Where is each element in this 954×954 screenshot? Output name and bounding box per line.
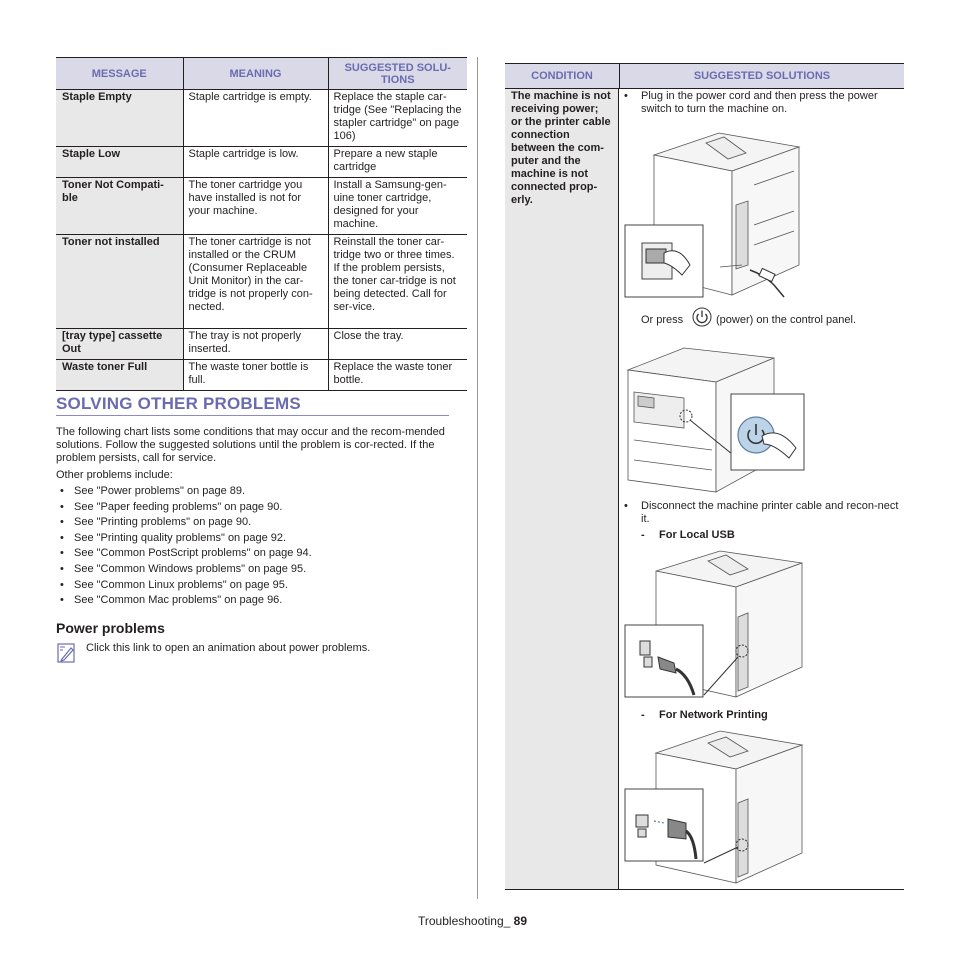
header-condition: CONDITION bbox=[531, 70, 593, 82]
row-solution: Replace the waste toner bottle. bbox=[328, 360, 467, 391]
table-bottom-rule bbox=[505, 889, 904, 890]
other-problems-label: Other problems include: bbox=[56, 469, 173, 481]
page-number: 89 bbox=[513, 914, 527, 928]
row-solution: Close the tray. bbox=[328, 329, 467, 360]
table-row bbox=[56, 147, 467, 178]
network-printing-label: For Network Printing bbox=[659, 709, 768, 721]
local-usb-label: For Local USB bbox=[659, 529, 735, 541]
printer-network-illustration bbox=[624, 727, 806, 885]
printer-front-panel-illustration bbox=[624, 330, 806, 498]
solution-power-cord: Plug in the power cord and then press the power switch to turn the machine on. bbox=[641, 90, 878, 115]
row-message: Toner not installed bbox=[56, 235, 183, 329]
table-header-row bbox=[56, 58, 467, 90]
solution-reconnect-cable: Disconnect the machine printer cable and recon-nect it. bbox=[641, 500, 899, 525]
table-row bbox=[56, 235, 467, 329]
row-message: Waste toner Full bbox=[56, 360, 183, 391]
table-row bbox=[56, 329, 467, 360]
row-meaning: Staple cartridge is empty. bbox=[183, 90, 328, 147]
footer-label: Troubleshooting_ bbox=[418, 914, 511, 928]
row-solution: Replace the staple car-tridge (See "Replacing the stapler cartridge" on page 106) bbox=[328, 90, 467, 147]
subsection-title: Power problems bbox=[56, 620, 165, 636]
header-suggested-solutions: SUGGESTED SOLUTIONS bbox=[619, 64, 904, 88]
row-solution: Install a Samsung-gen-uine toner cartridge, designed for your machine. bbox=[328, 178, 467, 235]
row-solution: Reinstall the toner car-tridge two or three times. If the problem persists, the toner car-tridge is not being detected. Call for ser-vice. bbox=[328, 235, 467, 329]
row-meaning: The waste toner bottle is full. bbox=[183, 360, 328, 391]
condition-text: The machine is not receiving power; or the printer cable connection between the com-puter and the machine is not connected prop-erly. bbox=[511, 90, 611, 206]
list-item[interactable]: • See "Common Mac problems" on page 96. bbox=[56, 593, 312, 609]
other-problems-list bbox=[56, 484, 312, 609]
list-item[interactable]: • See "Printing quality problems" on page 92. bbox=[56, 531, 312, 547]
row-message: Staple Empty bbox=[56, 90, 183, 147]
bullet: • bbox=[624, 500, 628, 512]
intro-paragraph: The following chart lists some conditions that may occur and the recom-mended solutions. Follow the suggested solutions until the problem is cor-rected. If the problem persists, call for service. bbox=[56, 426, 445, 464]
row-message: [tray type] cassette Out bbox=[56, 329, 183, 360]
dash: - bbox=[641, 529, 645, 541]
table-row bbox=[56, 178, 467, 235]
row-meaning: Staple cartridge is low. bbox=[183, 147, 328, 178]
list-item[interactable]: • See "Common Linux problems" on page 95. bbox=[56, 578, 312, 594]
error-message-table bbox=[56, 57, 467, 391]
page-footer bbox=[418, 914, 527, 928]
printer-usb-illustration bbox=[624, 547, 806, 699]
row-meaning: The toner cartridge you have installed is not for your machine. bbox=[183, 178, 328, 235]
dash: - bbox=[641, 709, 645, 721]
table-row bbox=[56, 360, 467, 391]
list-item[interactable]: • See "Printing problems" on page 90. bbox=[56, 515, 312, 531]
condition-table-header bbox=[505, 63, 904, 89]
section-title: SOLVING OTHER PROBLEMS bbox=[56, 394, 301, 413]
or-press-suffix: (power) on the control panel. bbox=[716, 314, 857, 326]
or-press-label: Or press bbox=[641, 314, 684, 326]
list-item[interactable]: • See "Common PostScript problems" on page 94. bbox=[56, 546, 312, 562]
row-message: Toner Not Compati-ble bbox=[56, 178, 183, 235]
header-message: MESSAGE bbox=[56, 58, 183, 90]
printer-rear-power-illustration bbox=[624, 125, 804, 305]
list-item[interactable]: • See "Common Windows problems" on page 95. bbox=[56, 562, 312, 578]
row-meaning: The toner cartridge is not installed or the CRUM (Consumer Replaceable Unit Monitor) in the car-tridge is not properly con-nected. bbox=[183, 235, 328, 329]
column-divider bbox=[477, 57, 478, 899]
table-row bbox=[56, 90, 467, 147]
condition-cell bbox=[505, 89, 619, 890]
header-suggested-solutions: SUGGESTED SOLU- TIONS bbox=[328, 58, 467, 90]
row-solution: Prepare a new staple cartridge bbox=[328, 147, 467, 178]
section-rule bbox=[56, 415, 449, 416]
bullet: • bbox=[624, 90, 628, 102]
animation-link[interactable]: Click this link to open an animation about power problems. bbox=[86, 642, 371, 654]
row-message: Staple Low bbox=[56, 147, 183, 178]
note-pencil-icon[interactable] bbox=[57, 643, 75, 663]
power-icon bbox=[692, 305, 712, 329]
header-meaning: MEANING bbox=[183, 58, 328, 90]
list-item[interactable]: • See "Power problems" on page 89. bbox=[56, 484, 312, 500]
row-meaning: The tray is not properly inserted. bbox=[183, 329, 328, 360]
list-item[interactable]: • See "Paper feeding problems" on page 90. bbox=[56, 500, 312, 516]
